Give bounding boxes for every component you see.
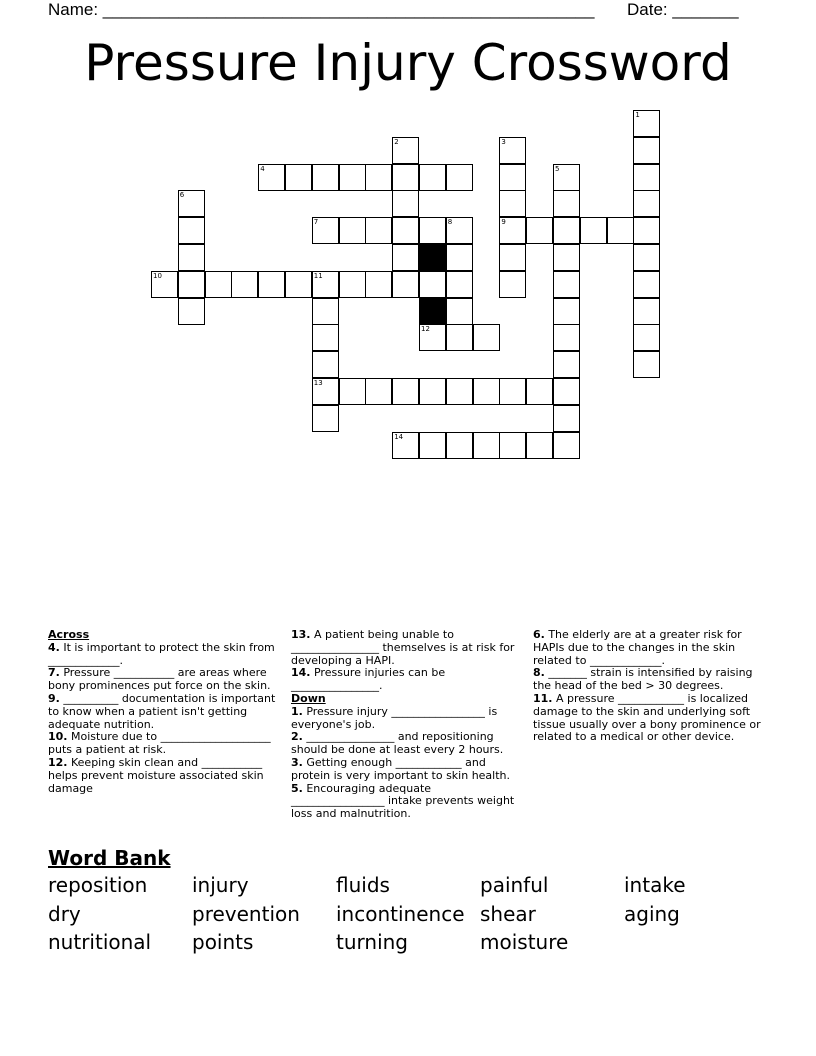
crossword-cell[interactable] (365, 217, 392, 244)
crossword-cell[interactable] (312, 271, 339, 298)
crossword-cell[interactable] (633, 298, 660, 325)
crossword-cell[interactable] (553, 378, 580, 405)
crossword-cell[interactable] (392, 432, 419, 459)
word-bank-word: nutritional (48, 930, 152, 954)
clue-item (291, 629, 523, 667)
crossword-cell[interactable] (553, 351, 580, 378)
clue-number-label: 9. (48, 691, 60, 705)
clue-number: 4 (260, 164, 265, 173)
clue-text: _______ strain is intensified by raising the head of the bed > 30 degrees. (533, 666, 753, 693)
crossword-cell[interactable] (231, 271, 258, 298)
word-bank-word: fluids (336, 873, 390, 897)
clue-text: Keeping skin clean and ___________ helps prevent moisture associated skin damage (48, 755, 264, 795)
crossword-cell[interactable] (580, 217, 607, 244)
crossword-cell[interactable] (392, 378, 419, 405)
clue-item (48, 757, 284, 795)
crossword-cell[interactable] (553, 405, 580, 432)
crossword-cell[interactable] (553, 244, 580, 271)
word-bank-word: incontinence (336, 902, 465, 926)
clue-item (48, 693, 284, 731)
clue-number: 2 (394, 137, 399, 146)
word-bank-word: injury (192, 873, 249, 897)
crossword-cell[interactable] (419, 432, 446, 459)
clue-text: A pressure ____________ is localized damage to the skin and underlying soft tissue usually over a bony prominence or related to a medical or other device. (533, 691, 761, 744)
clue-number-label: 13. (291, 628, 311, 641)
crossword-cell[interactable] (285, 164, 312, 191)
crossword-cell[interactable] (419, 378, 446, 405)
crossword-cell[interactable] (446, 217, 473, 244)
word-bank-title: Word Bank (48, 846, 171, 870)
crossword-cell[interactable] (392, 137, 419, 164)
clue-number-label: 11. (533, 691, 553, 705)
crossword-cell[interactable] (285, 271, 312, 298)
crossword-cell[interactable] (633, 351, 660, 378)
crossword-cell[interactable] (258, 271, 285, 298)
crossword-cell[interactable] (312, 378, 339, 405)
across-heading: Across (48, 628, 90, 641)
clue-number-label: 6. (533, 628, 545, 641)
clue-number: 3 (501, 137, 506, 146)
crossword-cell[interactable] (607, 217, 634, 244)
clue-number-label: 3. (291, 755, 303, 769)
crossword-cell[interactable] (446, 378, 473, 405)
word-bank-word: moisture (480, 930, 569, 954)
word-bank-word: prevention (192, 902, 300, 926)
word-bank-word: shear (480, 902, 536, 926)
crossword-cell[interactable] (151, 271, 178, 298)
date-field-label: Date: _______ (627, 0, 739, 19)
crossword-cell[interactable] (553, 298, 580, 325)
crossword-cell[interactable] (633, 110, 660, 137)
crossword-cell[interactable] (499, 137, 526, 164)
clue-number-label: 1. (291, 704, 303, 718)
crossword-cell[interactable] (499, 244, 526, 271)
word-bank-word: reposition (48, 873, 148, 897)
clue-text: Moisture due to ____________________ puts a patient at risk. (48, 730, 271, 757)
word-bank-word: turning (336, 930, 408, 954)
crossword-cell[interactable] (339, 378, 366, 405)
crossword-cell[interactable] (205, 271, 232, 298)
clue-number-label: 8. (533, 666, 545, 680)
crossword-cell[interactable] (365, 164, 392, 191)
crossword-cell[interactable] (633, 190, 660, 217)
crossword-cell[interactable] (553, 190, 580, 217)
clue-item (291, 783, 523, 821)
page-title: Pressure Injury Crossword (84, 34, 732, 92)
crossword-cell[interactable] (258, 164, 285, 191)
clue-text: Encouraging adequate _________________ intake prevents weight loss and malnutrition. (291, 781, 515, 821)
clue-number-label: 7. (48, 666, 60, 680)
clue-number: 11 (313, 271, 323, 280)
crossword-cell[interactable] (553, 164, 580, 191)
clue-number: 14 (394, 432, 404, 441)
crossword-cell[interactable] (499, 217, 526, 244)
crossword-cell[interactable] (526, 217, 553, 244)
crossword-cell[interactable] (339, 217, 366, 244)
crossword-cell[interactable] (339, 271, 366, 298)
crossword-cell[interactable] (473, 432, 500, 459)
clue-number: 5 (555, 164, 560, 173)
crossword-cell[interactable] (392, 164, 419, 191)
crossword-black-cell (419, 244, 446, 271)
crossword-cell[interactable] (499, 164, 526, 191)
clue-text: A patient being unable to ________________ themselves is at risk for developing a HAPI. (291, 628, 515, 667)
down-heading: Down (291, 691, 326, 705)
clue-number: 1 (635, 111, 640, 119)
crossword-cell[interactable] (419, 164, 446, 191)
crossword-cell[interactable] (633, 164, 660, 191)
crossword-cell[interactable] (392, 271, 419, 298)
clue-number: 12 (421, 325, 430, 334)
crossword-cell[interactable] (365, 378, 392, 405)
clue-item (533, 629, 769, 667)
crossword-cell[interactable] (419, 271, 446, 298)
clue-text: __________ documentation is important to know when a patient isn't getting adequate nutrition. (48, 691, 276, 731)
clue-text: Pressure injuries can be ________________. (291, 666, 446, 693)
crossword-cell[interactable] (499, 271, 526, 298)
clue-text: The elderly are at a greater risk for HAPIs due to the changes in the skin related to _____________. (533, 628, 742, 667)
crossword-cell[interactable] (312, 164, 339, 191)
crossword-cell[interactable] (633, 271, 660, 298)
crossword-cell[interactable] (312, 324, 339, 351)
clue-number-label: 10. (48, 730, 68, 744)
crossword-cell[interactable] (633, 137, 660, 164)
crossword-cell[interactable] (633, 217, 660, 244)
crossword-cell[interactable] (312, 405, 339, 432)
clue-item (291, 731, 523, 757)
clue-item (533, 667, 769, 693)
crossword-cell[interactable] (446, 324, 473, 351)
crossword-cell[interactable] (339, 164, 366, 191)
crossword-cell[interactable] (446, 244, 473, 271)
clue-text: It is important to protect the skin from _____________. (48, 640, 275, 667)
crossword-cell[interactable] (553, 217, 580, 244)
crossword-cell[interactable] (446, 271, 473, 298)
clue-text: Getting enough ____________ and protein is very important to skin health. (291, 755, 511, 782)
clue-number: 13 (313, 379, 323, 387)
crossword-cell[interactable] (526, 432, 553, 459)
word-bank-word: intake (624, 873, 686, 897)
clue-item (48, 667, 284, 693)
clue-number-label: 2. (291, 730, 303, 744)
clue-item (291, 757, 523, 783)
clue-item (533, 693, 769, 744)
clue-item (291, 706, 523, 732)
clue-number-label: 14. (291, 666, 311, 680)
clue-text: Pressure ___________ are areas where bony prominences put force on the skin. (48, 666, 271, 693)
crossword-cell[interactable] (473, 324, 500, 351)
clues-column-1 (48, 629, 284, 795)
clues-column-2 (291, 629, 523, 821)
crossword-cell[interactable] (365, 271, 392, 298)
crossword-cell[interactable] (312, 298, 339, 325)
crossword-cell[interactable] (446, 432, 473, 459)
clue-item (48, 642, 284, 668)
crossword-black-cell (419, 298, 446, 325)
crossword-cell[interactable] (178, 190, 205, 217)
crossword-cell[interactable] (553, 271, 580, 298)
crossword-cell[interactable] (633, 244, 660, 271)
clue-number-label: 5. (291, 781, 303, 795)
crossword-cell[interactable] (178, 244, 205, 271)
clue-number: 8 (447, 218, 453, 227)
word-bank-word: points (192, 930, 254, 954)
crossword-cell[interactable] (392, 217, 419, 244)
crossword-cell[interactable] (178, 217, 205, 244)
clue-number-label: 12. (48, 755, 68, 769)
crossword-cell[interactable] (419, 324, 446, 351)
crossword-cell[interactable] (392, 190, 419, 217)
name-field-label: Name: ____________________________________________________ (48, 0, 595, 19)
crossword-cell[interactable] (553, 324, 580, 351)
clue-number: 6 (179, 191, 185, 200)
crossword-cell[interactable] (312, 351, 339, 378)
crossword-cell[interactable] (633, 324, 660, 351)
word-bank-word: aging (624, 902, 680, 926)
clue-number: 7 (313, 218, 319, 227)
crossword-cell[interactable] (419, 217, 446, 244)
crossword-cell[interactable] (499, 432, 526, 459)
clues-column-3 (533, 629, 769, 744)
crossword-cell[interactable] (473, 378, 500, 405)
crossword-cell[interactable] (499, 378, 526, 405)
word-bank-word: painful (480, 873, 549, 897)
clue-text: ________________ and repositioning should be done at least every 2 hours. (291, 730, 504, 757)
crossword-cell[interactable] (553, 432, 580, 459)
crossword-cell[interactable] (499, 190, 526, 217)
word-bank-word: dry (48, 902, 81, 926)
clue-item (48, 731, 284, 757)
crossword-cell[interactable] (446, 298, 473, 325)
crossword-cell[interactable] (178, 271, 205, 298)
clue-number-label: 4. (48, 640, 60, 654)
crossword-cell[interactable] (178, 298, 205, 325)
clue-text: Pressure injury _________________ is everyone's job. (291, 704, 498, 731)
crossword-cell[interactable] (526, 378, 553, 405)
crossword-cell[interactable] (312, 217, 339, 244)
clue-number: 9 (501, 218, 506, 227)
crossword-cell[interactable] (392, 244, 419, 271)
clue-item (291, 667, 523, 693)
crossword-cell[interactable] (446, 164, 473, 191)
clue-number: 10 (153, 271, 162, 280)
